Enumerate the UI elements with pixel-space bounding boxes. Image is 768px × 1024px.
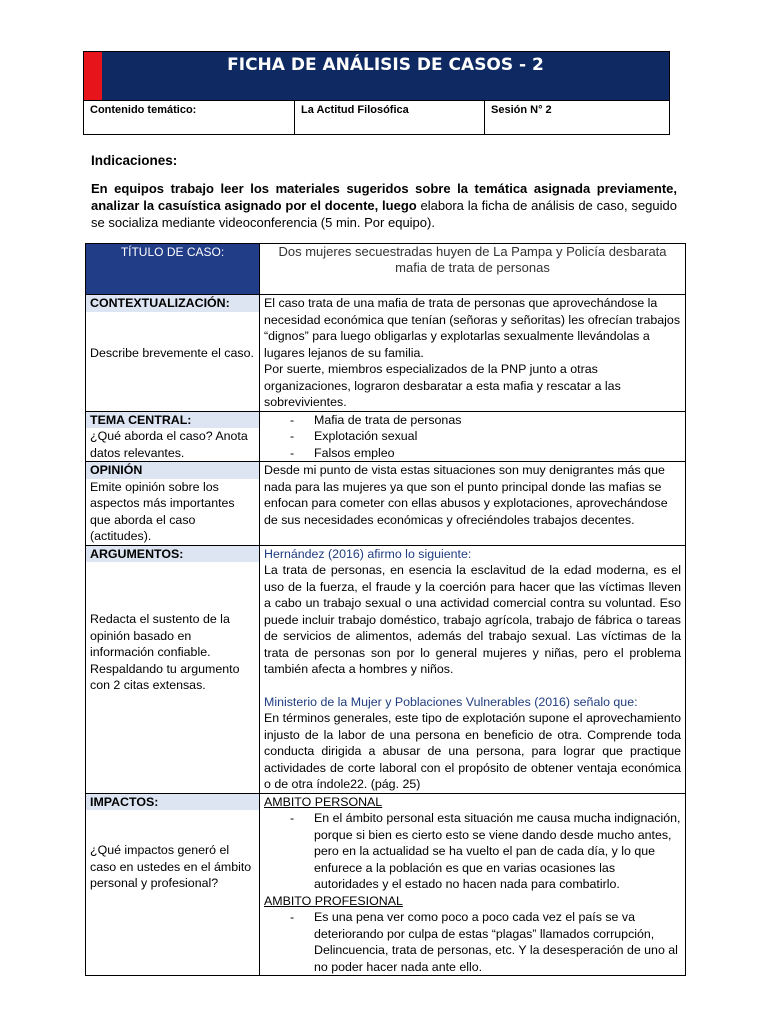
analysis-table: [85, 243, 686, 976]
row-contexto: [86, 295, 686, 412]
contexto-label: CONTEXTUALIZACIÓN:: [86, 295, 259, 312]
contenido-label: Contenido temático:: [84, 101, 295, 134]
list-item: - Falsos empleo: [264, 445, 681, 462]
contexto-content: [260, 295, 686, 412]
personal-head: AMBITO PERSONAL: [264, 794, 383, 809]
row-titulo: [86, 244, 686, 295]
tema-content: [260, 411, 686, 462]
contexto-p1: El caso trata de una mafia de trata de personas que aprovechándose la necesidad económica que tenían (señoras y señoritas) les ofrecían trabajos “dignos” para luego obligarlas y explotarlas sexualmente llevándolas a lugares lejanos de su familia.: [264, 296, 681, 360]
titulo-value: Dos mujeres secuestradas huyen de La Pampa y Policía desbarata mafia de trata de personas: [260, 244, 686, 295]
list-item: - Mafia de trata de personas: [264, 412, 681, 429]
tema-list: [264, 412, 681, 462]
impactos-prompt: ¿Qué impactos generó el caso en ustedes en el ámbito personal y profesional?: [90, 843, 252, 890]
opinion-prompt: Emite opinión sobre los aspectos más importantes que aborda el caso (actitudes).: [90, 479, 235, 543]
indicaciones-text: [91, 180, 677, 231]
header-info-row: [84, 100, 669, 134]
indicaciones-bold: En equipos trabajo leer los materiales sugeridos sobre la temática asignada previamente, analizar la casuística asignado por el docente, luego: [91, 181, 677, 213]
prof-list: [264, 909, 681, 975]
list-item: - Es una pena ver como poco a poco cada vez el país se va deteriorando por culpa de estas “plagas” llamados corrupción, Delincuencia, trata de personas, etc. Y la desesperación de uno al no poder hacer nada ante ello.: [264, 909, 681, 975]
opinion-left: [86, 462, 260, 546]
header-red-bar: [84, 52, 102, 100]
header-table: [83, 51, 670, 135]
impactos-label: IMPACTOS:: [86, 794, 259, 811]
impactos-content: [260, 793, 686, 976]
opinion-label: OPINIÓN: [86, 462, 259, 479]
contexto-p2: Por suerte, miembros especializados de la PNP junto a otras organizaciones, lograron desbaratar a esta mafia y rescatar a las sobrevivientes.: [264, 362, 621, 409]
page-title: FICHA DE ANÁLISIS DE CASOS - 2: [102, 52, 669, 100]
tema-label: TEMA CENTRAL:: [86, 412, 259, 429]
impactos-left: [86, 793, 260, 976]
tema-left: [86, 411, 260, 462]
tema-value: La Actitud Filosófica: [295, 101, 485, 134]
indicaciones-normal: elabora la ficha de análisis de caso, seguido se socializa mediante videoconferencia (5 min. Por equipo).: [91, 198, 677, 230]
cite2-head: Ministerio de la Mujer y Poblaciones Vulnerables (2016) señalo que:: [264, 694, 638, 709]
argumentos-label: ARGUMENTOS:: [86, 546, 259, 563]
row-impactos: [86, 793, 686, 976]
titulo-label: TÍTULO DE CASO:: [86, 244, 260, 295]
list-item: - Explotación sexual: [264, 428, 681, 445]
prof-head: AMBITO PROFESIONAL: [264, 893, 403, 908]
sesion-value: Sesión N° 2: [491, 104, 552, 116]
opinion-content: Desde mi punto de vista estas situaciones son muy denigrantes más que nada para las mujeres ya que son el punto principal donde las mafias se enfocan para cometer con ellas abusos y explotaciones, aprovechándose de sus necesidades económicas y ofreciéndoles trabajos decentes.: [260, 462, 686, 546]
indicaciones-title: Indicaciones:: [91, 153, 178, 168]
row-argumentos: [86, 545, 686, 793]
row-opinion: [86, 462, 686, 546]
cite1-text: La trata de personas, en esencia la esclavitud de la edad moderna, es el uso de la fuerza, el fraude y la coerción para hacer que las víctimas lleven a cabo un trabajo sexual o una actividad comercial contra su voluntad. Eso puede incluir trabajo doméstico, trabajo agrícola, trabajo de fábrica o tareas de servicios de alimentos, además del trabajo sexual. Las víctimas de la trata de personas son por lo general mujeres y niñas, pero el problema también afecta a hombres y niños.: [264, 563, 681, 676]
argumentos-prompt: Redacta el sustento de la opinión basado en información confiable. Respaldando tu argumento con 2 citas extensas.: [90, 612, 240, 692]
tema-prompt: ¿Qué aborda el caso? Anota datos relevantes.: [90, 429, 248, 460]
personal-list: [264, 810, 681, 893]
contexto-left: [86, 295, 260, 412]
list-item: - En el ámbito personal esta situación me causa mucha indignación, porque si bien es cierto esto se viene dando desde mucho antes, pero en la actualidad se ha vuelto el pan de cada día, y lo que enfurece a la población es que en varias ocasiones las autoridades y el estado no hacen nada para combatirlo.: [264, 810, 681, 893]
row-tema: [86, 411, 686, 462]
contexto-prompt: Describe brevemente el caso.: [90, 345, 254, 360]
cite2-text: En términos generales, este tipo de explotación supone el aprovechamiento injusto de la labor de una persona en beneficio de otra. Comprende toda conducta dirigida a abusar de una persona, para lograr que practique actividades de corte laboral con el propósito de obtener ventaja económica o de otra índole22. (pág. 25): [264, 711, 681, 791]
argumentos-left: [86, 545, 260, 793]
argumentos-content: [260, 545, 686, 793]
cite1-head: Hernández (2016) afirmo lo siguiente:: [264, 546, 472, 561]
